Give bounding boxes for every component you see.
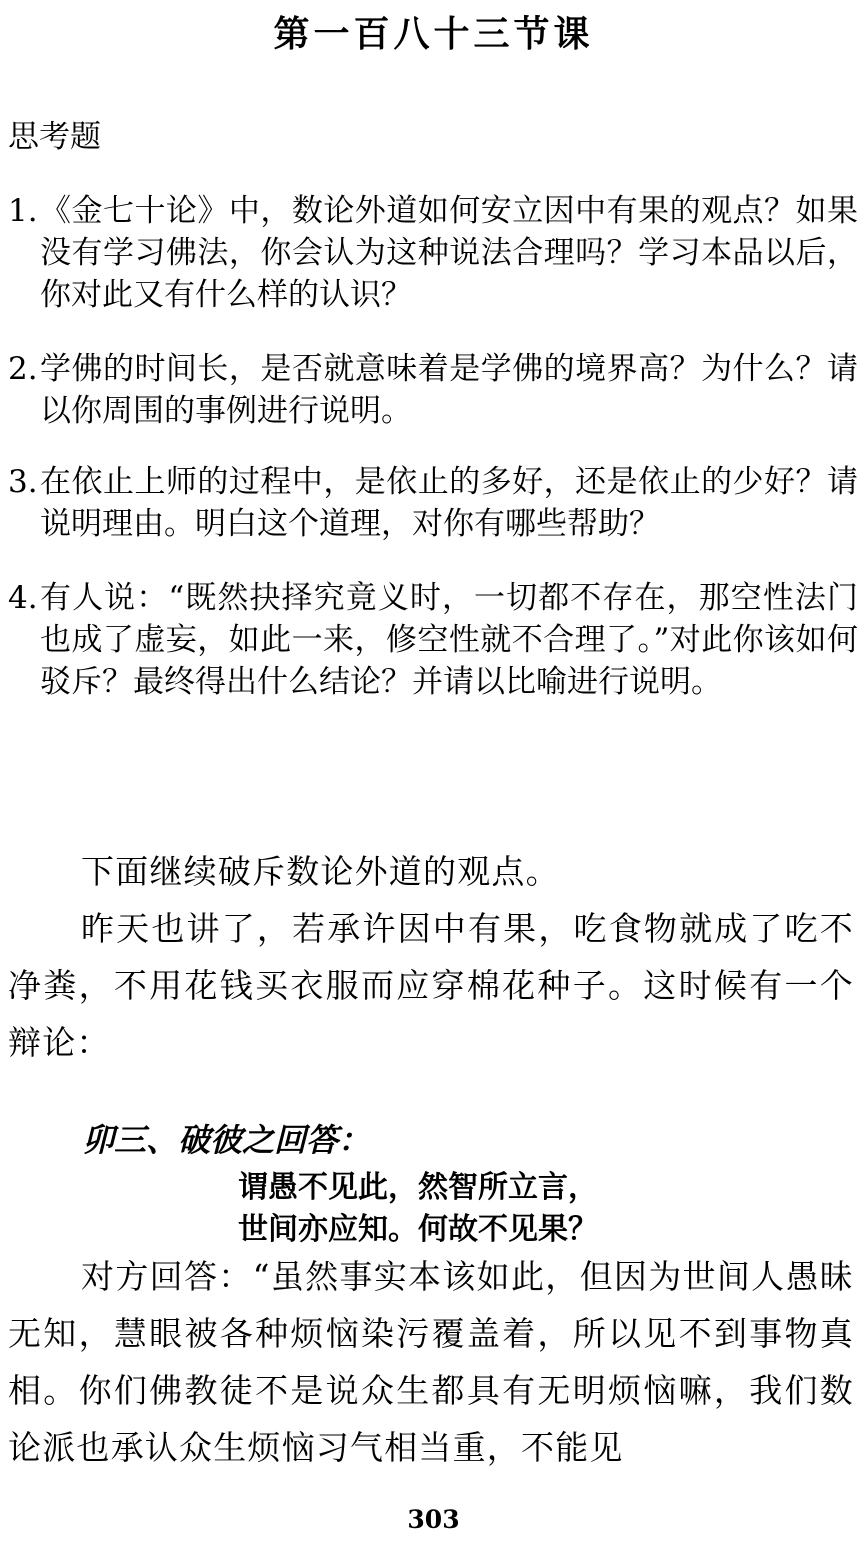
verse-line: 谓愚不见此，然智所立言， <box>238 1170 598 1205</box>
question-item <box>8 461 858 545</box>
body-paragraph: 下面继续破斥数论外道的观点。 <box>81 852 560 891</box>
subheading: 卯三、破彼之回答： <box>82 1121 371 1159</box>
question-number: 4. <box>8 580 38 616</box>
question-item <box>8 577 858 703</box>
question-text: 有人说：“既然抉择究竟义时，一切都不存在，那空性法门也成了虚妄，如此一来，修空性就不合理了。”对此你该如何驳斥？最终得出什么结论？并请以比喻进行说明。 <box>40 580 858 700</box>
question-number: 2. <box>8 351 38 387</box>
question-item <box>8 348 858 432</box>
question-item <box>8 190 858 316</box>
section-label: 思考题 <box>8 119 101 155</box>
question-number: 3. <box>8 464 38 500</box>
body-paragraph: 对方回答：“虽然事实本该如此，但因为世间人愚昧无知，慧眼被各种烦恼染污覆盖着，所以见不到事物真相。你们佛教徒不是说众生都具有无明烦恼嘛，我们数论派也承认众生烦恼习气相当重，不能见 <box>8 1257 854 1467</box>
question-number: 1. <box>8 193 38 229</box>
question-text: 《金七十论》中，数论外道如何安立因中有果的观点？如果没有学习佛法，你会认为这种说法合理吗？学习本品以后，你对此又有什么样的认识？ <box>40 193 858 313</box>
question-text: 在依止上师的过程中，是依止的多好，还是依止的少好？请说明理由。明白这个道理，对你有哪些帮助？ <box>40 464 858 542</box>
verse-line: 世间亦应知。何故不见果？ <box>238 1212 598 1247</box>
page-number: 303 <box>407 1505 460 1534</box>
lesson-title: 第一百八十三节课 <box>273 13 594 55</box>
body-paragraph: 昨天也讲了，若承许因中有果，吃食物就成了吃不净粪，不用花钱买衣服而应穿棉花种子。这时候有一个辩论： <box>8 909 854 1062</box>
question-text: 学佛的时间长，是否就意味着是学佛的境界高？为什么？请以你周围的事例进行说明。 <box>40 351 858 429</box>
